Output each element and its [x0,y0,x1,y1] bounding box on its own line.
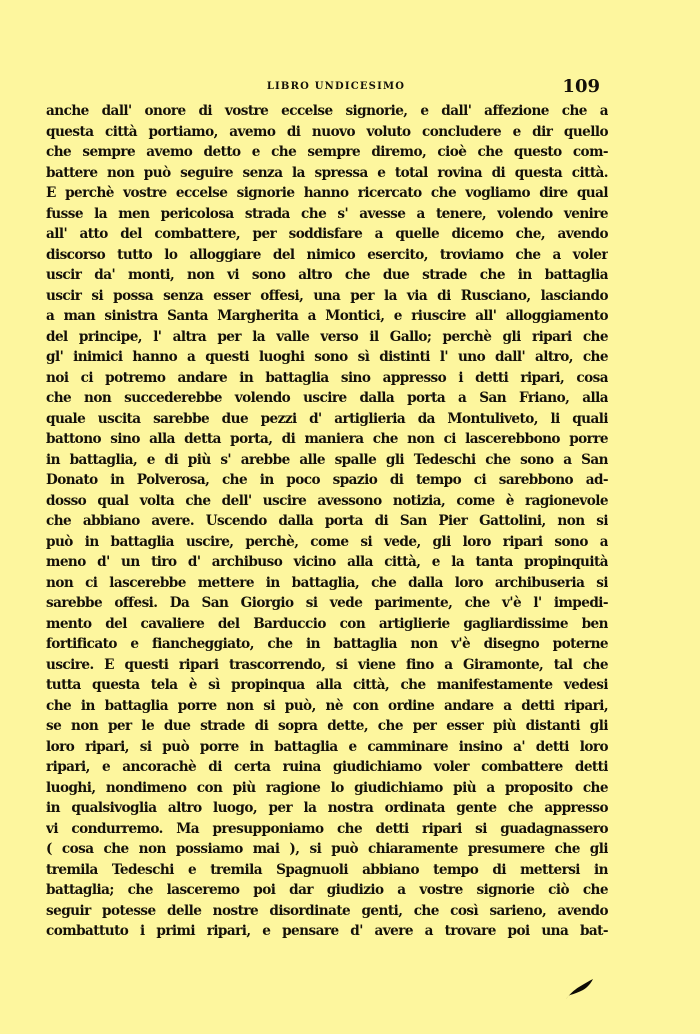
text-line: fortificato e fiancheggiato, che in battaglia non v'è disegno poterne [46,636,608,652]
text-line: in qualsivoglia altro luogo, per la nostra ordinata gente che appresso [46,800,608,816]
text-line: a man sinistra Santa Margherita a Montici, e riuscire all' alloggiamento [46,308,608,324]
text-line: ripari, e ancorachè di certa ruina giudichiamo voler combattere detti [46,759,608,775]
text-line: E perchè vostre eccelse signorie hanno ricercato che vogliamo dire qual [46,185,608,201]
text-line: che sempre avemo detto e che sempre diremo, cioè che questo com- [46,144,608,160]
text-line: meno d' un tiro d' archibuso vicino alla città, e la tanta propinquità [46,554,608,570]
quill-icon [564,978,594,1000]
text-line: mento del cavaliere del Barduccio con artiglierie gagliardissime ben [46,615,608,632]
text-line: del principe, l' altra per la valle verso il Gallo; perchè gli ripari che [46,328,608,345]
text-line: sarebbe offesi. Da San Giorgio si vede parimente, che v'è l' impedi- [46,595,608,611]
text-line: vi condurremo. Ma presupponiamo che detti ripari si guadagnassero [46,820,608,837]
text-line: loro ripari, si può porre in battaglia e camminare insino a' detti loro [46,738,608,755]
running-head [46,76,646,100]
text-line: può in battaglia uscire, perchè, come si vede, gli loro ripari sono a [46,533,608,550]
text-line: tutta questa tela è sì propinqua alla città, che manifestamente vedesi [46,677,608,693]
text-line: Donato in Polverosa, che in poco spazio di tempo ci sarebbono ad- [46,472,608,488]
text-line: che abbiano avere. Uscendo dalla porta di San Pier Gattolini, non si [46,513,608,529]
body-text [46,101,608,942]
text-line: battere non può seguire senza la spressa e total rovina di questa città. [46,164,608,181]
text-line: tremila Tedeschi e tremila Spagnuoli abbiano tempo di mettersi in [46,861,608,878]
text-line: che in battaglia porre non si può, nè con ordine andare a detti ripari, [46,697,608,714]
text-line: gl' inimici hanno a questi luoghi sono sì distinti l' uno dall' altro, che [46,349,608,365]
text-line: in battaglia, e di più s' arebbe alle spalle gli Tedeschi che sono a San [46,451,608,468]
text-line: combattuto i primi ripari, e pensare d' avere a trovare poi una bat- [46,923,608,939]
running-title: LIBRO UNDICESIMO [266,81,406,92]
text-line: uscir si possa senza esser offesi, una per la via di Rusciano, lasciando [46,287,608,304]
text-line: questa città portiamo, avemo di nuovo voluto concludere e dir quello [46,123,608,140]
text-line: seguir potesse delle nostre disordinate genti, che così sarieno, avendo [46,902,608,919]
text-line: fusse la men pericolosa strada che s' avesse a tenere, volendo venire [46,205,608,222]
text-line: battono sino alla detta porta, di maniera che non ci lascerebbono porre [46,431,608,447]
text-line: ( cosa che non possiamo mai ), si può chiaramente presumere che gli [46,841,608,857]
page-number: 109 [562,76,600,97]
text-line: discorso tutto lo alloggiare del nimico esercito, troviamo che a voler [46,246,608,263]
text-line: che non succederebbe volendo uscire dalla porta a San Friano, alla [46,390,608,406]
text-line: non ci lascerebbe mettere in battaglia, che dalla loro archibuseria si [46,574,608,591]
text-line: uscire. E questi ripari trascorrendo, si viene fino a Giramonte, tal che [46,656,608,673]
text-line: se non per le due strade di sopra dette, che per esser più distanti gli [46,718,608,734]
text-line: anche dall' onore di vostre eccelse signorie, e dall' affezione che a [46,103,608,119]
text-line: dosso qual volta che dell' uscire avessono notizia, come è ragionevole [46,492,608,509]
text-line: noi ci potremo andare in battaglia sino appresso i detti ripari, cosa [46,369,608,386]
text-line: all' atto del combattere, per soddisfare a quelle dicemo che, avendo [46,226,608,242]
text-line: quale uscita sarebbe due pezzi d' artiglieria da Montuliveto, li quali [46,410,608,427]
text-line: battaglia; che lasceremo poi dar giudizio a vostre signorie ciò che [46,882,608,898]
text-line: uscir da' monti, non vi sono altro che due strade che in battaglia [46,267,608,283]
text-line: luoghi, nondimeno con più ragione lo giudichiamo più a proposito che [46,779,608,796]
